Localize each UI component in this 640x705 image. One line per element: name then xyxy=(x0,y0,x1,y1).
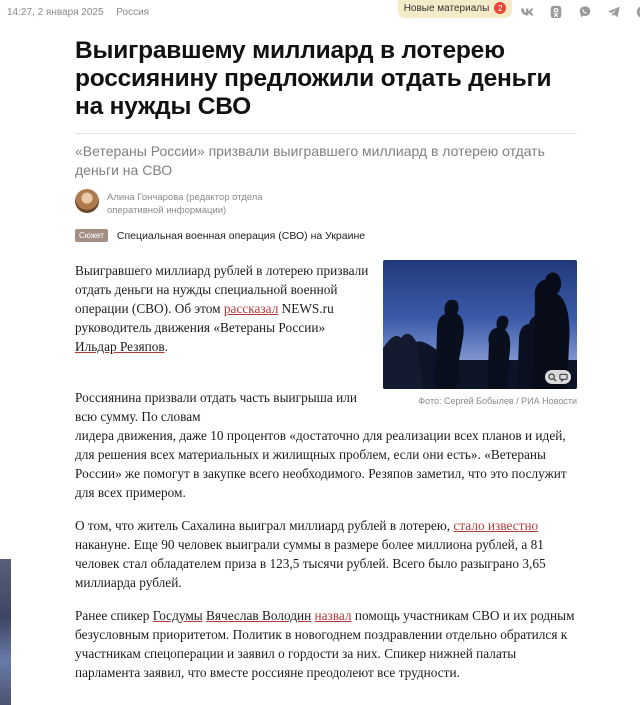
telegram-icon[interactable] xyxy=(607,5,621,19)
photo-zoom-button[interactable] xyxy=(545,370,571,384)
publish-datetime: 14:27, 2 января 2025 xyxy=(7,7,104,18)
story-link[interactable]: Специальная военная операция (СВО) на Украине xyxy=(116,229,366,242)
rubric-link[interactable]: Россия xyxy=(116,7,150,18)
vk-icon[interactable] xyxy=(520,5,534,19)
article-lead: «Ветераны России» призвали выигравшего миллиард в лотерею отдать деньги на СВО xyxy=(75,143,545,178)
story-line xyxy=(75,229,365,242)
person-link-rezyapov[interactable]: Ильдар Резяпов xyxy=(75,339,165,354)
paragraph-3 xyxy=(75,516,575,592)
paragraph-2 xyxy=(75,388,575,502)
p4-text-1: Ранее спикер xyxy=(75,608,153,623)
p3-text-1: О том, что житель Сахалина выиграл миллиард рублей в лотерею, xyxy=(75,518,454,533)
author-name[interactable]: Алина Гончарова (редактор отдела оперативной информации) xyxy=(107,192,263,216)
author-avatar[interactable] xyxy=(75,189,99,213)
story-tag: Сюжет xyxy=(75,229,108,242)
paragraph-1 xyxy=(75,261,370,356)
p4-text-4: помощь участникам СВО и их родным безусловным приоритетом. Политик в новогоднем поздравлении отдельно обратился к участникам спецоперации и заявил о гордости за них. Спикер нижней палаты парламента заявил, что вместе россияне преодолеют все трудности. xyxy=(75,608,575,680)
zen-icon[interactable] xyxy=(636,5,640,19)
new-materials-label: Новые материалы xyxy=(403,2,490,14)
tag-link-gosduma[interactable]: Госдумы xyxy=(152,608,203,623)
article-meta xyxy=(7,7,149,18)
source-link-nazval[interactable]: назвал xyxy=(314,608,352,623)
comment-icon xyxy=(559,373,568,382)
headline-divider xyxy=(75,133,577,134)
soldiers-silhouette-image xyxy=(383,260,577,389)
p1-text-2: NEWS.ru руководитель движения «Ветераны России» xyxy=(75,301,334,335)
article-headline: Выигравшему миллиард в лотерею россиянину предложили отдать деньги на нужды СВО xyxy=(75,37,552,120)
p2-text-2: лидера движения, даже 10 процентов «достаточно для реализации всех планов и идей, для решения всех материальных и жилищных проблем, если они есть». «Ветераны России» же помогут в закупке всего необходимого. Резяпов заметил, что это послужит для всех примером. xyxy=(75,428,567,500)
author-block[interactable] xyxy=(75,189,277,217)
viber-icon[interactable] xyxy=(578,5,592,19)
photo-caption: Фото: Сергей Бобылев / РИА Новости xyxy=(418,396,577,406)
p1-text-1: Выигравшего миллиард рублей в лотерею призвали отдать деньги на нужды специальной военной операции (СВО). Об этом xyxy=(75,263,369,316)
side-banner-edge[interactable] xyxy=(0,559,11,705)
source-link-stalo-izvestno[interactable]: стало известно xyxy=(453,518,539,533)
new-materials-count-badge: 2 xyxy=(494,2,506,14)
p3-text-2: накануне. Еще 90 человек выиграли суммы в размере более миллиона рублей, а 81 человек стал обладателем приза в 123,5 тысячи рублей. Всего было разыграно 3,65 миллиарда рублей. xyxy=(75,537,546,590)
new-materials-button[interactable] xyxy=(398,0,512,18)
p2-text-1: Россиянина призвали отдать часть выигрыша или всю сумму. По словам xyxy=(75,390,358,424)
source-link-rasskazal[interactable]: рассказал xyxy=(223,301,279,316)
paragraph-4 xyxy=(75,606,575,682)
p1-text-3: . xyxy=(164,339,168,354)
article-photo[interactable] xyxy=(383,260,577,389)
zoom-icon xyxy=(548,373,557,382)
person-link-volodin[interactable]: Вячеслав Володин xyxy=(206,608,312,623)
top-bar xyxy=(0,0,640,26)
social-share-bar xyxy=(520,5,640,19)
ok-icon[interactable] xyxy=(549,5,563,19)
